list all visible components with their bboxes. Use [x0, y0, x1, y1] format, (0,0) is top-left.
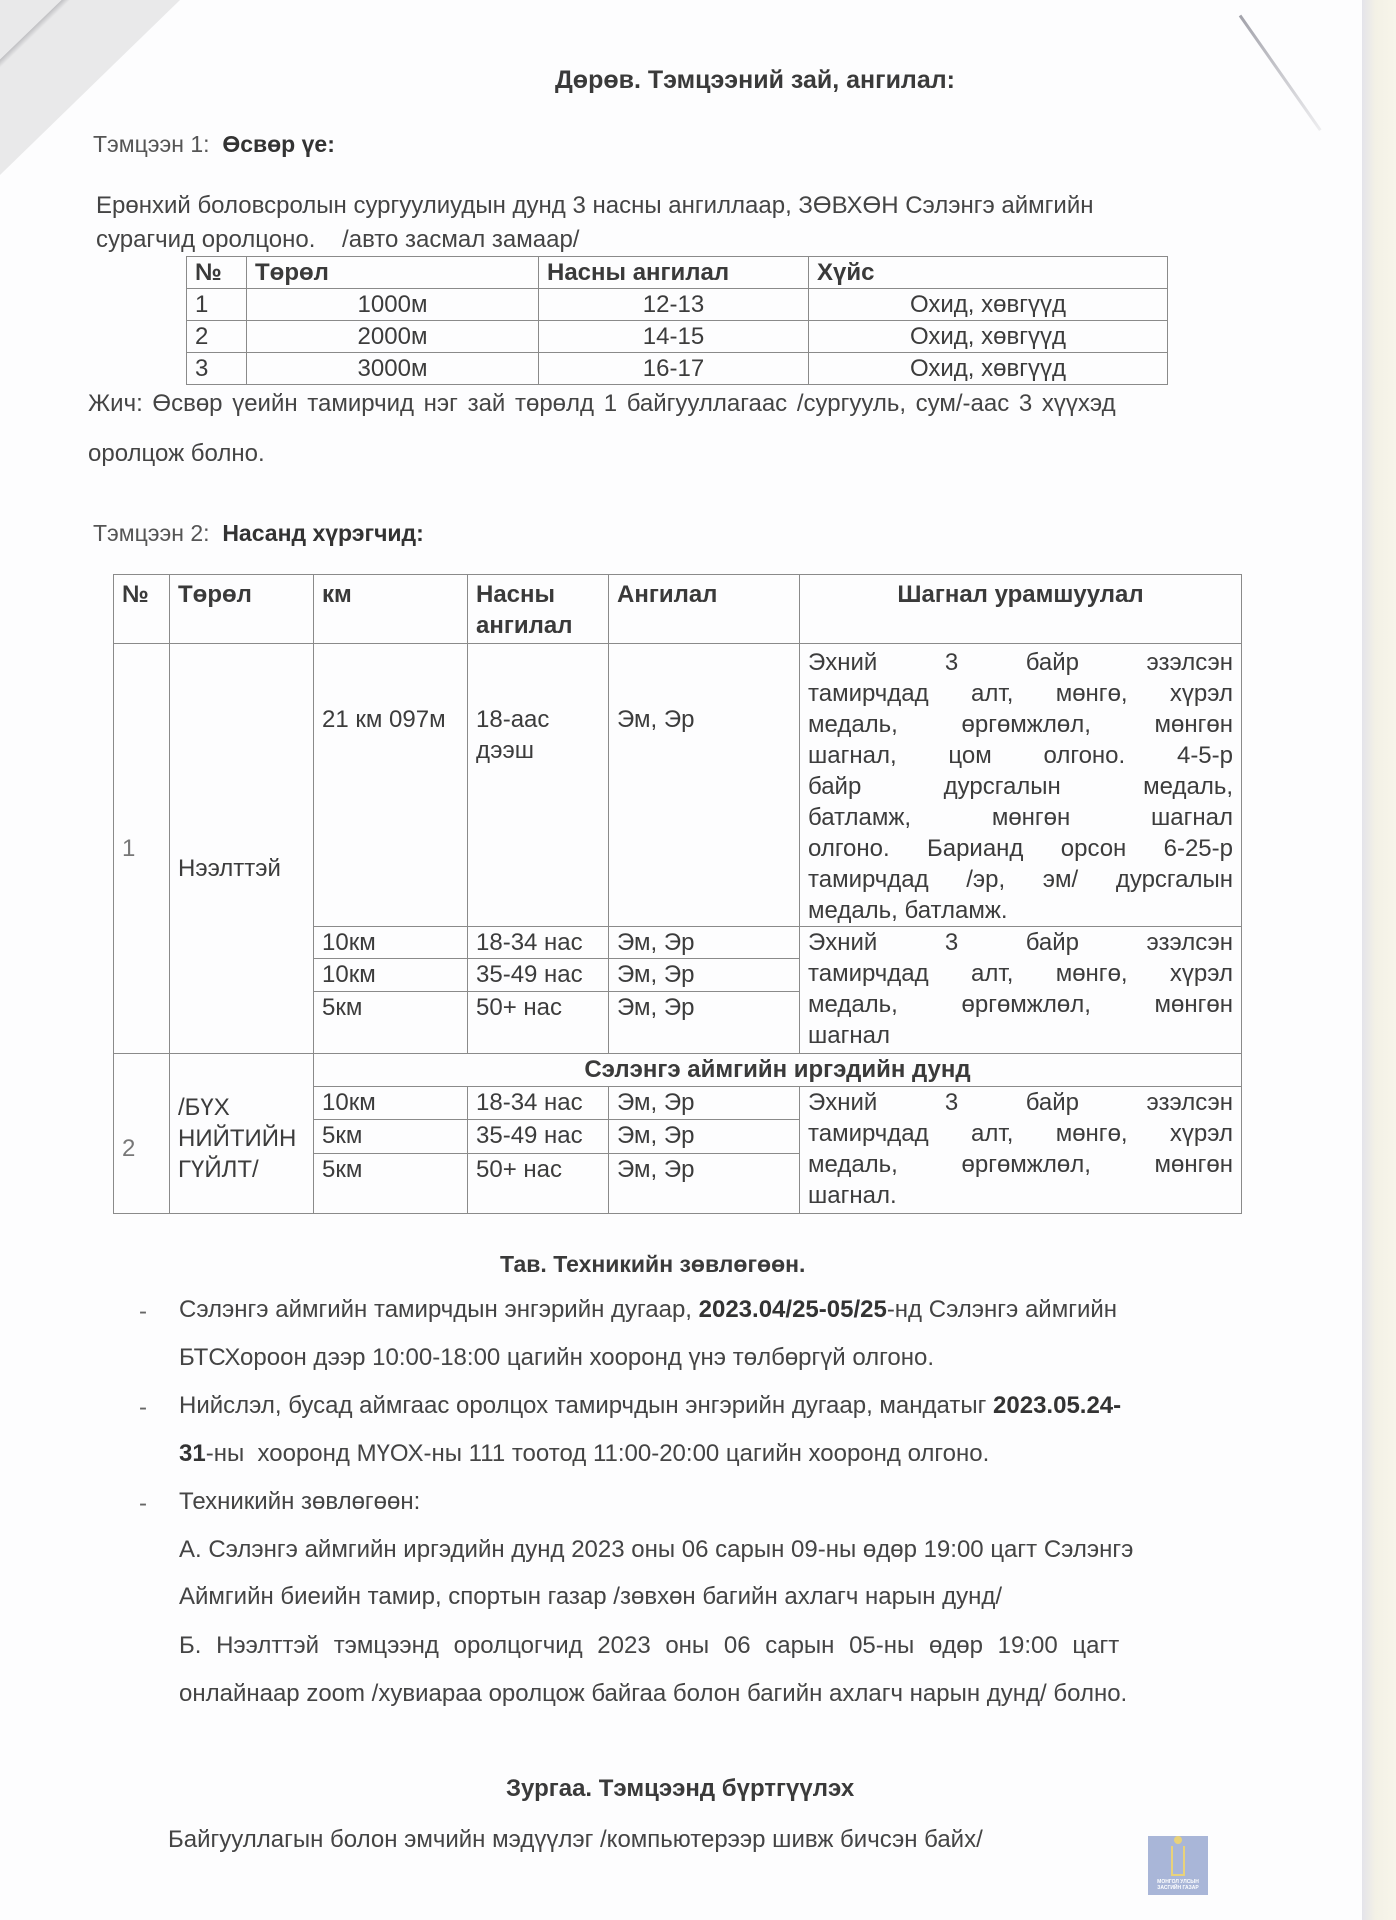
- cell-km: 5км: [314, 1120, 468, 1154]
- item-a-line-1: А. Сэлэнгэ аймгийн иргэдийн дунд 2023 оны 06 сарын 09-ны өдөр 19:00 цагт Сэлэнгэ: [179, 1536, 1134, 1563]
- cell-category: Эм, Эр: [609, 927, 800, 959]
- prize-line: шагнал: [808, 1022, 890, 1049]
- cell-category: Эм, Эр: [609, 1087, 800, 1120]
- cell-age: 35-49 нас: [468, 959, 609, 992]
- soyombo-icon: [1171, 1846, 1185, 1876]
- item-b-line-2: онлайнаар zoom /хувиараа оролцож байгаа болон багийн ахлагч нарын дунд/ болно.: [179, 1680, 1128, 1707]
- prize-line: Эхний 3 байр эзэлсэн: [808, 1089, 1233, 1116]
- header-gender: Хүйс: [809, 257, 1168, 289]
- cell-age: 50+ нас: [468, 1154, 609, 1214]
- logo-text: [1157, 1879, 1199, 1891]
- cell-gender: Охид, хөвгүүд: [809, 321, 1168, 353]
- prize-line: шагнал.: [808, 1182, 897, 1209]
- cell-km: 5км: [314, 1154, 468, 1214]
- cell-age: 18-34 нас: [468, 1087, 609, 1120]
- table-row: [187, 353, 1168, 385]
- competition1-label: Тэмцээн 1:: [93, 131, 210, 157]
- cell-km: 10км: [314, 1087, 468, 1120]
- competition1-heading: [93, 131, 335, 158]
- bullet-text: -нд Сэлэнгэ аймгийн: [886, 1296, 1118, 1323]
- competition1-name: Өсвөр үе:: [222, 131, 335, 157]
- section5-title: Тав. Техникийн зөвлөгөөн.: [500, 1251, 806, 1277]
- table-row: [187, 321, 1168, 353]
- table-row: [114, 644, 1242, 927]
- adult-table: [113, 574, 1242, 1214]
- bullet-1-line-2: БТСХороон дээр 10:00-18:00 цагийн хооронд үнэ төлбөргүй олгоно.: [179, 1344, 935, 1371]
- logo-line: ЗАСГИЙН ГАЗАР: [1157, 1885, 1199, 1891]
- prize-line: шагнал, цом олгоно. 4-5-р: [808, 742, 1233, 769]
- cell-km: 5км: [314, 992, 468, 1054]
- cell-type: /БҮХ НИЙТИЙН ГҮЙЛТ/: [170, 1054, 314, 1214]
- competition1-description-2: сурагчид оролцоно. /авто засмал замаар/: [96, 226, 580, 253]
- government-emblem-logo: [1148, 1836, 1208, 1895]
- competition1-note-2: оролцож болно.: [88, 440, 265, 467]
- bullet-3-line-1: Техникийн зөвлөгөөн:: [179, 1488, 421, 1515]
- prize-line: батламж, мөнгөн шагнал: [808, 804, 1233, 831]
- cell-category: Эм, Эр: [609, 644, 800, 927]
- competition2-name: Насанд хүрэгчид:: [222, 520, 424, 546]
- cell-prize: [800, 644, 1242, 927]
- bullet-2-line-2: [179, 1440, 989, 1468]
- group2-banner: Сэлэнгэ аймгийн иргэдийн дунд: [314, 1054, 1242, 1087]
- cell-age: 12-13: [539, 289, 809, 321]
- cell-prize: [800, 1087, 1242, 1214]
- cell-age: 18-34 нас: [468, 927, 609, 959]
- scan-edge: [1362, 0, 1396, 1920]
- logo-line: МОНГОЛ УЛСЫН: [1157, 1879, 1199, 1885]
- header-age: Насны ангилал: [468, 575, 609, 644]
- header-no: №: [187, 257, 247, 289]
- prize-line: Эхний 3 байр эзэлсэн: [808, 929, 1233, 956]
- cell-type: Нээлттэй: [170, 644, 314, 1054]
- prize-line: тамирчдад /эр, эм/ дурсгалын: [808, 866, 1233, 893]
- bullet-dash: -: [139, 1298, 147, 1325]
- fold-crease-top-right: [1239, 15, 1322, 131]
- cell-gender: Охид, хөвгүүд: [809, 353, 1168, 385]
- cell-no: 3: [187, 353, 247, 385]
- item-a-line-2: Аймгийн биеийн тамир, спортын газар /зөвхөн багийн ахлагч нарын дунд/: [179, 1583, 1003, 1610]
- date-range: 2023.05.24-: [993, 1392, 1122, 1419]
- header-type: Төрөл: [170, 575, 314, 644]
- prize-line: тамирчдад алт, мөнгө, хүрэл: [808, 960, 1233, 987]
- competition1-description-1: Ерөнхий боловсролын сургуулиудын дунд 3 насны ангиллаар, ЗӨВХӨН Сэлэнгэ аймгийн: [96, 192, 1094, 219]
- prize-line: медаль, өргөмжлөл, мөнгөн: [808, 991, 1233, 1018]
- cell-km: 21 км 097м: [314, 644, 468, 927]
- bullet-text: Сэлэнгэ аймгийн тамирчдын энгэрийн дугаар,: [179, 1296, 699, 1323]
- section4-title: Дөрөв. Тэмцээний зай, ангилал:: [555, 66, 955, 94]
- table-row: [187, 289, 1168, 321]
- prize-line: медаль, өргөмжлөл, мөнгөн: [808, 711, 1233, 738]
- cell-no: 1: [187, 289, 247, 321]
- prize-line: медаль, батламж.: [808, 897, 1008, 924]
- cell-no: 1: [114, 644, 170, 1054]
- cell-age: 18-аас дээш: [468, 644, 609, 927]
- cell-type: 2000м: [247, 321, 539, 353]
- cell-no: 2: [114, 1054, 170, 1214]
- header-prize: Шагнал урамшуулал: [800, 575, 1242, 644]
- header-type: Төрөл: [247, 257, 539, 289]
- header-no: №: [114, 575, 170, 644]
- prize-line: тамирчдад алт, мөнгө, хүрэл: [808, 1120, 1233, 1147]
- prize-line: медаль, өргөмжлөл, мөнгөн: [808, 1151, 1233, 1178]
- prize-line: байр дурсгалын медаль,: [808, 773, 1233, 800]
- bullet-dash: -: [139, 1394, 147, 1421]
- bullet-2-line-1: [179, 1392, 1121, 1420]
- prize-line: Эхний 3 байр эзэлсэн: [808, 649, 1233, 676]
- cell-category: Эм, Эр: [609, 992, 800, 1054]
- cell-category: Эм, Эр: [609, 1120, 800, 1154]
- header-category: Ангилал: [609, 575, 800, 644]
- youth-table: [186, 256, 1168, 385]
- table-header-row: [187, 257, 1168, 289]
- section6-title: Зургаа. Тэмцээнд бүртгүүлэх: [506, 1775, 855, 1802]
- table-row: [114, 1054, 1242, 1087]
- cell-age: 50+ нас: [468, 992, 609, 1054]
- bullet-1-line-1: [179, 1296, 1117, 1324]
- competition1-note-1: Жич: Өсвөр үеийн тамирчид нэг зай төрөлд 1 байгууллагаас /сургууль, сум/-аас 3 хүүхэд: [88, 390, 1116, 417]
- cell-category: Эм, Эр: [609, 1154, 800, 1214]
- cell-type: 3000м: [247, 353, 539, 385]
- date-range: 31: [179, 1440, 206, 1467]
- cell-age: 35-49 нас: [468, 1120, 609, 1154]
- bullet-text: Нийслэл, бусад аймгаас оролцох тамирчдын энгэрийн дугаар, мандатыг: [179, 1392, 994, 1419]
- cell-no: 2: [187, 321, 247, 353]
- item-b-line-1: Б. Нээлттэй тэмцээнд оролцогчид 2023 оны 06 сарын 05-ны өдөр 19:00 цагт: [179, 1632, 1120, 1659]
- cell-prize: [800, 927, 1242, 1054]
- date-range: 2023.04/25-05/25: [698, 1296, 887, 1323]
- cell-age: 16-17: [539, 353, 809, 385]
- section6-line-1: Байгууллагын болон эмчийн мэдүүлэг /компьютерээр шивж бичсэн байх/: [168, 1826, 983, 1853]
- bullet-dash: -: [139, 1490, 147, 1517]
- prize-line: олгоно. Барианд орсон 6-25-р: [808, 835, 1233, 862]
- header-age: Насны ангилал: [539, 257, 809, 289]
- table-header-row: [114, 575, 1242, 644]
- cell-category: Эм, Эр: [609, 959, 800, 992]
- cell-km: 10км: [314, 959, 468, 992]
- cell-gender: Охид, хөвгүүд: [809, 289, 1168, 321]
- cell-age: 14-15: [539, 321, 809, 353]
- prize-line: тамирчдад алт, мөнгө, хүрэл: [808, 680, 1233, 707]
- competition2-label: Тэмцээн 2:: [93, 520, 210, 546]
- competition2-heading: [93, 520, 424, 547]
- cell-type: 1000м: [247, 289, 539, 321]
- cell-km: 10км: [314, 927, 468, 959]
- header-km: км: [314, 575, 468, 644]
- bullet-text: -ны хооронд МҮОХ-ны 111 тоотод 11:00-20:00 цагийн хооронд олгоно.: [205, 1440, 990, 1467]
